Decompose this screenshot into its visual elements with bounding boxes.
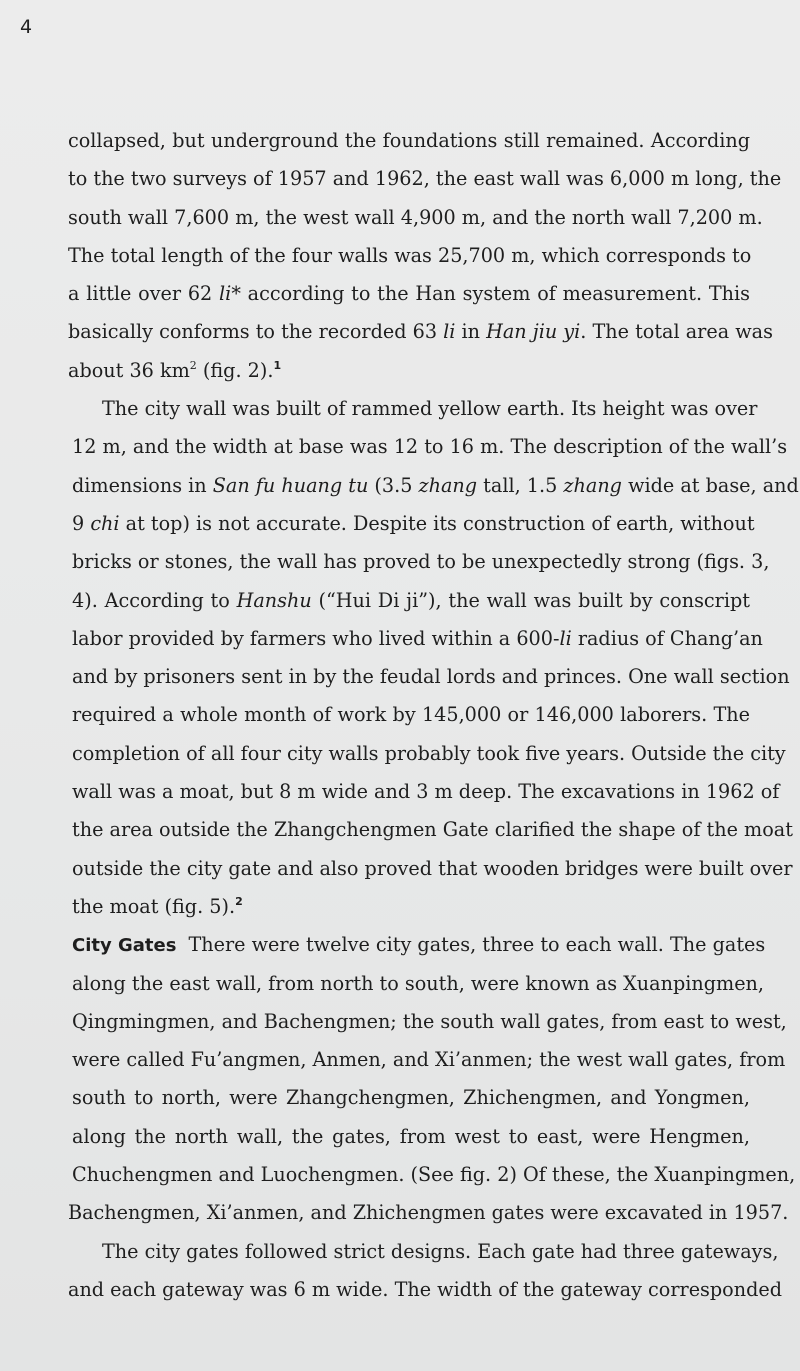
footnote-reference: 2: [235, 894, 243, 908]
text-line: Bachengmen, Xi’anmen, and Zhichengmen gates were excavated in 1957.: [68, 1201, 789, 1225]
text-line: wall was a moat, but 8 m wide and 3 m deep. The excavations in 1962 of: [72, 780, 780, 804]
text-line: and by prisoners sent in by the feudal lords and princes. One wall section: [72, 665, 790, 689]
text-line: bricks or stones, the wall has proved to be unexpectedly strong (figs. 3,: [72, 550, 770, 574]
text-line: dimensions in San fu huang tu (3.5 zhang tall, 1.5 zhang wide at base, and: [72, 473, 799, 497]
text-line: south wall 7,600 m, the west wall 4,900 m, and the north wall 7,200 m.: [68, 205, 763, 229]
text-line: along the east wall, from north to south, were known as Xuanpingmen,: [72, 971, 765, 995]
text-line: along the north wall, the gates, from west to east, were Hengmen,: [72, 1124, 750, 1148]
text-line: 12 m, and the width at base was 12 to 16 m. The description of the wall’s: [72, 435, 788, 459]
text-line: 9 chi at top) is not accurate. Despite its construction of earth, without: [72, 511, 755, 535]
text-line: were called Fu’angmen, Anmen, and Xi’anmen; the west wall gates, from: [72, 1048, 786, 1072]
text-line: the area outside the Zhangchengmen Gate clarified the shape of the moat: [72, 818, 793, 842]
body-text: [68, 122, 799, 1309]
text-line: to the two surveys of 1957 and 1962, the east wall was 6,000 m long, the: [68, 167, 782, 191]
text-line: Qingmingmen, and Bachengmen; the south wall gates, from east to west,: [72, 1009, 787, 1033]
text-line: about 36 $km^2$ (fig. 2).$^1$: [68, 358, 282, 382]
text-line: required a whole month of work by 145,000 or 146,000 laborers. The: [72, 703, 750, 727]
page-number: 4: [20, 16, 33, 38]
text-line: Chuchengmen and Luochengmen. (See fig. 2) Of these, the Xuanpingmen,: [72, 1163, 796, 1187]
text-line: and each gateway was 6 m wide. The width of the gateway corresponded: [68, 1277, 783, 1301]
text-line: collapsed, but underground the foundations still remained. According: [68, 129, 750, 152]
text-line: The city wall was built of rammed yellow earth. Its height was over: [102, 397, 758, 421]
text-line: outside the city gate and also proved that wooden bridges were built over: [72, 856, 793, 880]
text-line: a little over 62 li* according to the Han system of measurement. This: [68, 282, 750, 306]
text-line: the moat (fig. 5).$^2$: [72, 894, 243, 918]
text-line: The city gates followed strict designs. Each gate had three gateways,: [102, 1239, 779, 1263]
text-line: labor provided by farmers who lived within a 600-li radius of Chang’an: [72, 626, 763, 650]
text-line: City Gates There were twelve city gates, three to each wall. The gates: [72, 933, 766, 957]
text-line: south to north, were Zhangchengmen, Zhichengmen, and Yongmen,: [72, 1086, 750, 1110]
text-line: completion of all four city walls probably took five years. Outside the city: [72, 741, 786, 765]
footnote-reference: 1: [273, 358, 282, 372]
text-line: basically conforms to the recorded 63 li in Han jiu yi. The total area was: [68, 320, 773, 344]
section-heading: City Gates: [72, 935, 177, 957]
text-line: The total length of the four walls was 25,700 m, which corresponds to: [68, 243, 752, 267]
text-line: 4). According to Hanshu (“Hui Di ji”), the wall was built by conscript: [72, 588, 750, 612]
